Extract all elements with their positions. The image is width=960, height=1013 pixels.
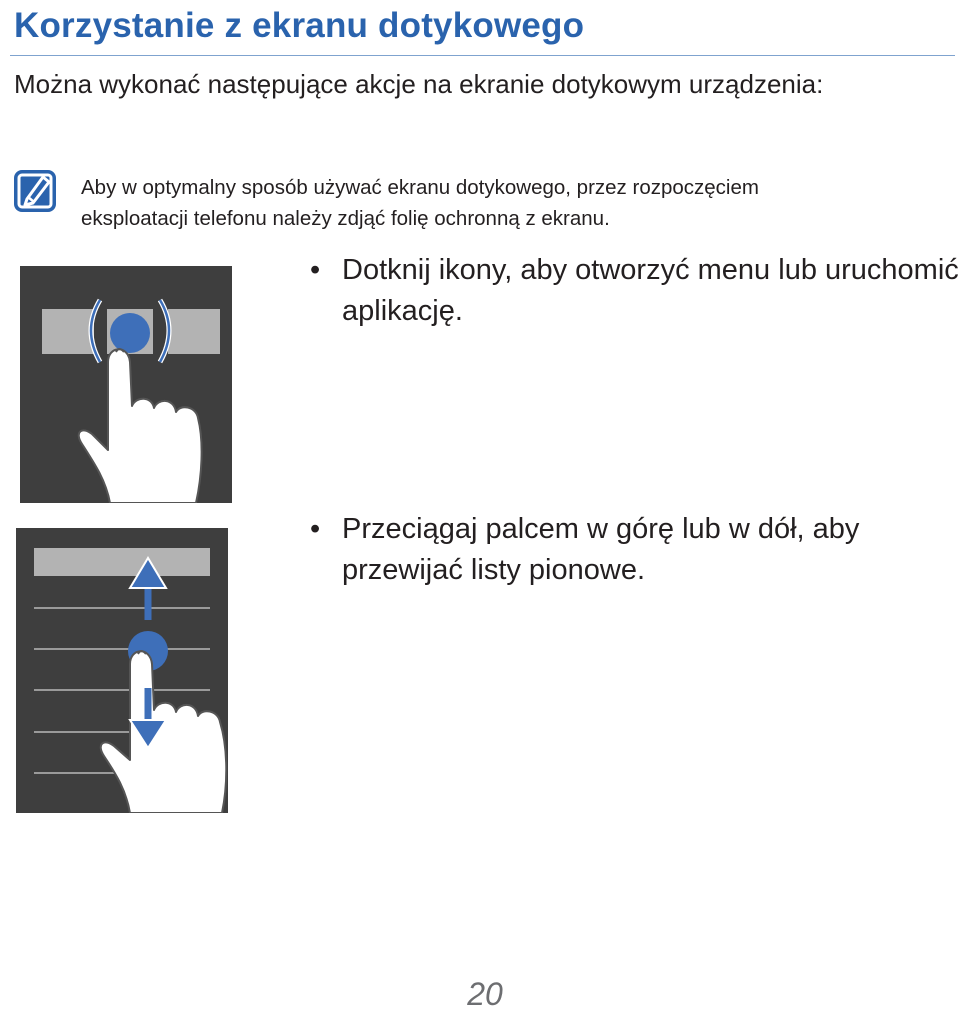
list-header-bar bbox=[34, 548, 210, 576]
note-pencil-icon bbox=[12, 168, 58, 214]
bullet-item-swipe bbox=[310, 509, 960, 591]
swipe-gesture-illustration bbox=[16, 528, 254, 813]
bullet-symbol: • bbox=[310, 254, 321, 286]
intro-text: Można wykonać następujące akcje na ekranie dotykowym urządzenia: bbox=[14, 69, 824, 99]
icon-tile-left bbox=[42, 309, 94, 354]
page-number: 20 bbox=[467, 976, 503, 1012]
tap-gesture-illustration bbox=[20, 266, 232, 503]
note-line-1: Aby w optymalny sposób używać ekranu dotykowego, przez rozpoczęciem bbox=[81, 176, 759, 199]
touch-point bbox=[110, 313, 150, 353]
icon-tile-right bbox=[168, 309, 220, 354]
bullet-symbol: • bbox=[310, 513, 321, 545]
page-title: Korzystanie z ekranu dotykowego bbox=[14, 6, 585, 45]
bullet-text: Przeciągaj palcem w górę lub w dół, aby przewijać listy pionowe. bbox=[342, 513, 860, 586]
note-line-2: eksploatacji telefonu należy zdjąć folię ochronną z ekranu. bbox=[81, 207, 610, 230]
note-text bbox=[81, 172, 960, 234]
bullet-item-tap bbox=[310, 250, 960, 332]
bullet-text: Dotknij ikony, aby otworzyć menu lub uruchomić aplikację. bbox=[342, 254, 959, 327]
title-divider bbox=[10, 55, 955, 56]
